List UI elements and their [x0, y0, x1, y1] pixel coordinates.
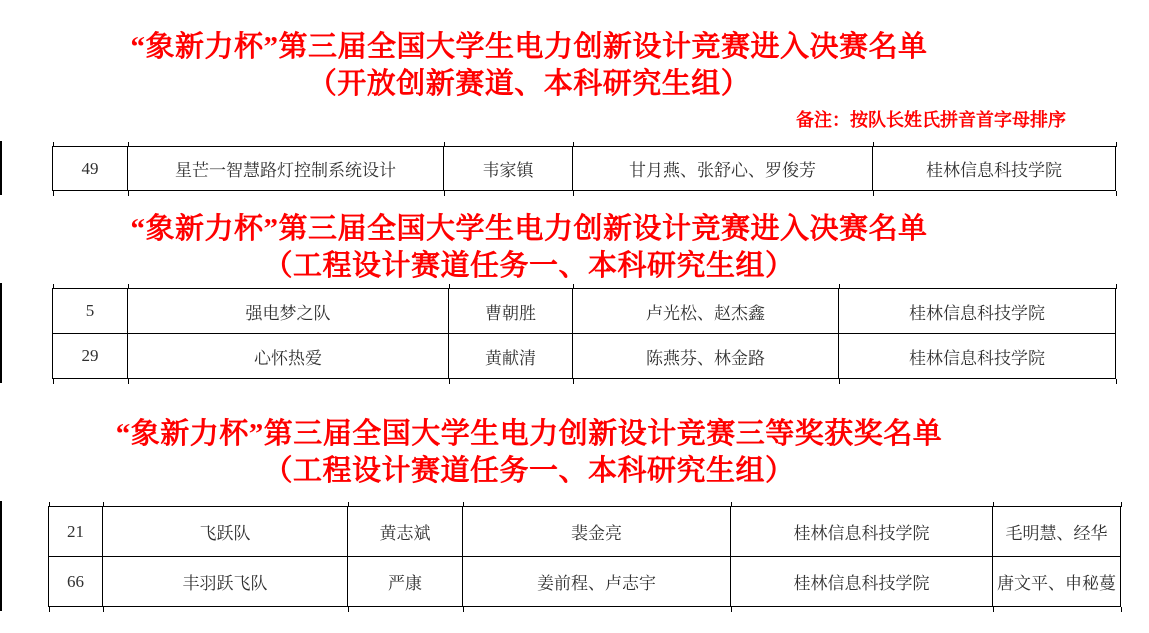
cropped-row-tick	[463, 607, 464, 612]
cropped-row-tick	[53, 142, 54, 147]
cropped-row-tick	[731, 502, 732, 507]
cropped-row-tick	[53, 191, 54, 196]
cropped-row-tick	[573, 284, 574, 289]
table-cell: 陈燕芬、林金路	[573, 334, 839, 379]
cropped-row-tick	[53, 379, 54, 384]
cropped-row-tick	[573, 191, 574, 196]
cropped-table-left-edge-line	[0, 141, 2, 195]
table-cell: 21	[49, 507, 103, 557]
cropped-row-tick	[348, 607, 349, 612]
table-cell: 黄志斌	[348, 507, 463, 557]
cropped-row-tick	[1116, 284, 1117, 289]
table-row	[53, 334, 1116, 379]
table-cell: 心怀热爱	[128, 334, 449, 379]
cropped-row-tick	[444, 142, 445, 147]
table-cell: 桂林信息科技学院	[839, 334, 1116, 379]
table-cell: 曹朝胜	[449, 289, 573, 334]
table-cell: 韦家镇	[444, 147, 573, 191]
sort-order-note: 备注：按队长姓氏拼音首字母排序	[796, 110, 1066, 130]
table-cell: 桂林信息科技学院	[731, 557, 993, 607]
table-row	[53, 147, 1116, 191]
cropped-row-tick	[1116, 191, 1117, 196]
table-cell: 唐文平、申秘蔓	[993, 557, 1121, 607]
table-cell: 桂林信息科技学院	[839, 289, 1116, 334]
cropped-row-tick	[449, 284, 450, 289]
table-cell: 姜前程、卢志宇	[463, 557, 731, 607]
cropped-row-tick	[573, 142, 574, 147]
section-2-title-line1: “象新力杯”第三届全国大学生电力创新设计竞赛进入决赛名单	[130, 213, 928, 245]
cropped-row-tick	[103, 502, 104, 507]
table-row	[53, 289, 1116, 334]
section-2-title	[0, 211, 1058, 285]
cropped-row-tick	[1116, 379, 1117, 384]
section-3-title	[0, 416, 1058, 490]
table-cell: 裴金亮	[463, 507, 731, 557]
table-cell: 黄献清	[449, 334, 573, 379]
table-finalists-open-track	[52, 146, 1116, 191]
table-cell: 星芒一智慧路灯控制系统设计	[128, 147, 444, 191]
cropped-row-tick	[731, 607, 732, 612]
table-cell: 甘月燕、张舒心、罗俊芳	[573, 147, 873, 191]
cropped-row-tick	[839, 379, 840, 384]
cropped-row-tick	[348, 502, 349, 507]
section-2-title-line2: （工程设计赛道任务一、本科研究生组）	[263, 250, 795, 282]
cropped-row-tick	[993, 607, 994, 612]
table-cell: 桂林信息科技学院	[731, 507, 993, 557]
cropped-row-tick	[444, 191, 445, 196]
table-cell: 桂林信息科技学院	[873, 147, 1116, 191]
section-3-title-line2: （工程设计赛道任务一、本科研究生组）	[263, 455, 795, 487]
table-cell: 毛明慧、经华	[993, 507, 1121, 557]
cropped-row-tick	[128, 191, 129, 196]
cropped-row-tick	[873, 142, 874, 147]
cropped-row-tick	[1121, 607, 1122, 612]
table-cell: 5	[53, 289, 128, 334]
table-row	[49, 507, 1121, 557]
cropped-row-tick	[103, 607, 104, 612]
cropped-row-tick	[573, 379, 574, 384]
cropped-row-tick	[839, 284, 840, 289]
table-third-prize-engineering-task1	[48, 506, 1121, 607]
cropped-row-tick	[463, 502, 464, 507]
table-cell: 卢光松、赵杰鑫	[573, 289, 839, 334]
cropped-row-tick	[49, 607, 50, 612]
section-1-title-line2: （开放创新赛道、本科研究生组）	[307, 68, 751, 100]
cropped-table-left-edge-line	[0, 501, 2, 611]
table-cell: 丰羽跃飞队	[103, 557, 348, 607]
table-cell: 飞跃队	[103, 507, 348, 557]
table-row	[49, 557, 1121, 607]
cropped-row-tick	[53, 284, 54, 289]
table-cell: 严康	[348, 557, 463, 607]
section-1-title	[0, 29, 1058, 103]
cropped-row-tick	[128, 142, 129, 147]
cropped-row-tick	[128, 284, 129, 289]
section-1-title-line1: “象新力杯”第三届全国大学生电力创新设计竞赛进入决赛名单	[130, 31, 928, 63]
cropped-row-tick	[1116, 142, 1117, 147]
table-finalists-engineering-task1	[52, 288, 1116, 379]
cropped-row-tick	[993, 502, 994, 507]
cropped-row-tick	[1121, 502, 1122, 507]
table-cell: 强电梦之队	[128, 289, 449, 334]
cropped-row-tick	[873, 191, 874, 196]
cropped-table-left-edge-line	[0, 283, 2, 383]
table-cell: 29	[53, 334, 128, 379]
cropped-row-tick	[449, 379, 450, 384]
cropped-row-tick	[49, 502, 50, 507]
cropped-row-tick	[128, 379, 129, 384]
section-3-title-line1: “象新力杯”第三届全国大学生电力创新设计竞赛三等奖获奖名单	[115, 418, 943, 450]
table-cell: 49	[53, 147, 128, 191]
table-cell: 66	[49, 557, 103, 607]
